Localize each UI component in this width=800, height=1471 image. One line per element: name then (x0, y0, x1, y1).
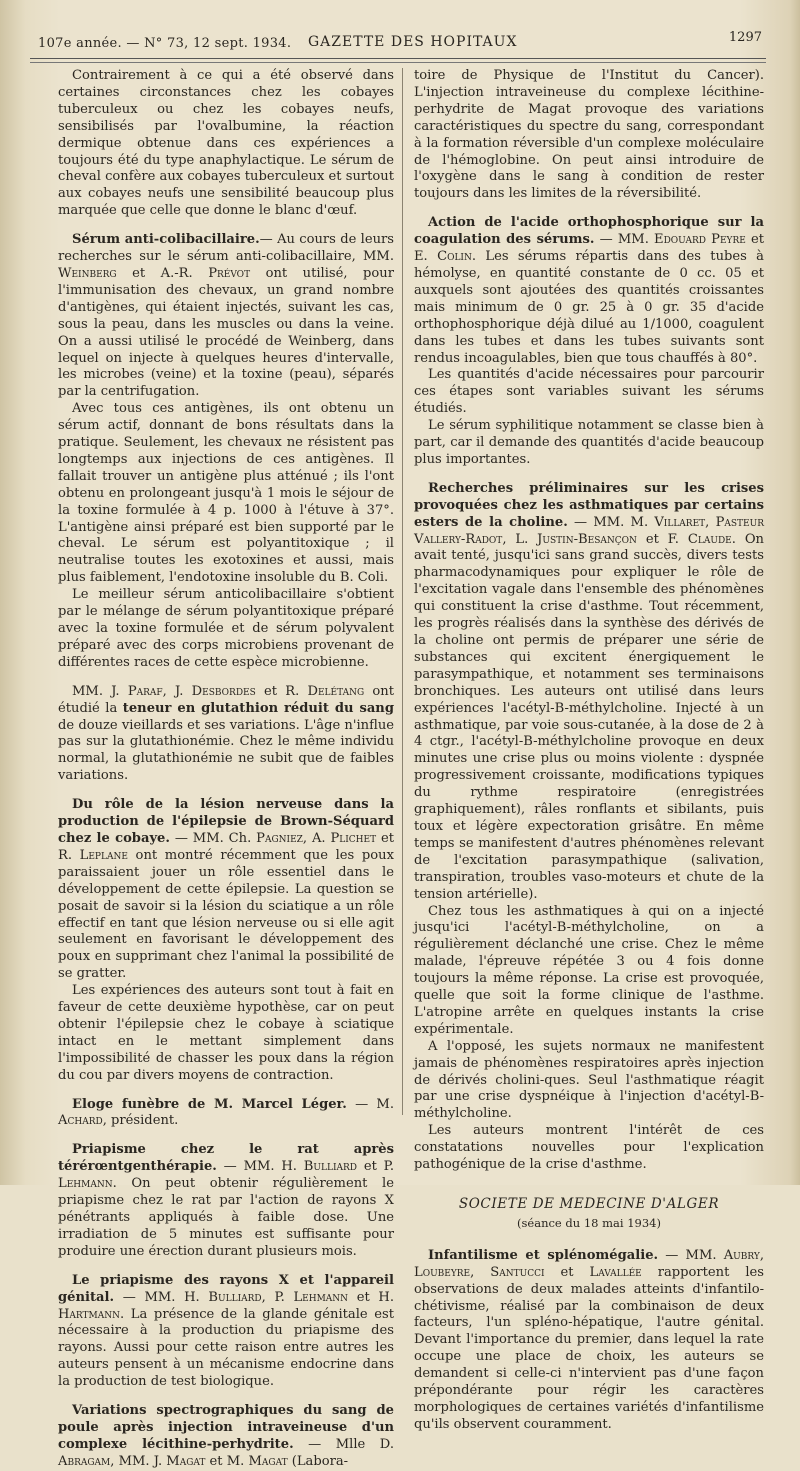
paragraph: Le sérum syphilitique notamment se classe bien à part, car il demande des quantités d'acide beaucoup plus importantes. (414, 418, 764, 467)
author-name: Pasteur Vallery-Radot (414, 514, 764, 547)
author-name: Magat (166, 1453, 206, 1469)
abstract-title: teneur en glutathion réduit du sang (122, 700, 394, 716)
author-name: Magat (248, 1453, 288, 1469)
journal-title: GAZETTE DES HOPITAUX (308, 34, 518, 50)
author-name: Justin-Besançon (537, 531, 637, 547)
abstract-title: Action de l'acide orthophosphorique sur la coagulation des sérums. (414, 215, 764, 248)
abstract-title: Infantilisme et splénomégalie. (428, 1247, 659, 1263)
column-divider (402, 68, 403, 1115)
author-name: Leplane (79, 847, 128, 863)
paragraph: Les quantités d'acide nécessaires pour parcourir ces étapes sont variables suivant les sérums étudiés. (414, 367, 764, 417)
author-name: Bulliard (303, 1159, 358, 1175)
abstract-colibacillaire: Sérum anti-colibacillaire.— Au cours de leurs recherches sur le sérum anti-colibacillaire, MM. Weinberg et A.-R. Prévot ont utilisé, pour l'immunisation des chevaux, un grand nombre d'antigènes, qui étaient injectés, suivant les cas, sous la peau, dans les muscles ou dans la veine. On a aussi utilisé le procédé de Weinberg, dans lequel on injecte à quelques heures d'intervalle, les microbes (veine) et la toxine (peau), séparés par la centrifugation. (58, 232, 394, 400)
right-column (414, 68, 764, 1434)
page-number: 1297 (728, 30, 762, 45)
author-name: Weinberg (58, 265, 117, 281)
society-heading: SOCIETE DE MEDECINE D'ALGER (458, 1196, 720, 1212)
author-name: Lehmann (58, 1176, 113, 1192)
paragraph: A l'opposé, les sujets normaux ne manifestent jamais de phénomènes respiratoires après injection de dérivés cholini-ques. Seul l'asthmatique réagit par une crise dyspnéique à l'injection d'acétyl-B-méthylcholine. (414, 1038, 764, 1122)
abstract-epilepsie: Du rôle de la lésion nerveuse dans la production de l'épilepsie de Brown-Séquard chez le cobaye. — MM. Ch. Pagniez, A. Plichet et R. Leplane ont montré récemment que les poux paraissaient jouer un rôle essentiel dans le développement de cette épilepsie. La question se posait de savoir si la lésion du sciatique a un rôle effectif en tant que lésion nerveuse ou si elle agit seulement en favorisant le développement des poux en supprimant chez l'animal la possibilité de se gratter. (58, 797, 394, 982)
abstract-priapisme-rat: Priapisme chez le rat après térérœntgenthérapie. — MM. H. Bulliard et P. Lehmann. On peut obtenir régulièrement le priapisme chez le rat par l'action de rayons X pénétrants appliqués à faible dose. Une irradiation de 5 minutes est suffisante pour produire une érection durant plusieurs mois. (58, 1142, 394, 1259)
left-column (58, 68, 394, 1471)
abstract-priapisme-rayons: Le priapisme des rayons X et l'appareil génital. — MM. H. Bulliard, P. Lehmann et H. Hartmann. La présence de la glande génitale est nécessaire à la production du priapisme des rayons. Aussi pour cette raison entre autres les auteurs pensent à un mécanisme endocrine dans la production de test biologique. (58, 1272, 394, 1390)
abstract-title: Variations spectrographiques du sang de poule après injection intraveineuse d'un complexe lécithine-perhydrite. (58, 1403, 394, 1452)
paragraph: toire de Physique de l'Institut du Cancer). L'injection intraveineuse du complexe lécithine-perhydrite de Magat provoque des variations caractéristiques du spectre du sang, correspondant à la formation réversible d'un complexe moléculaire de l'hémoglobine. On peut ainsi introduire de l'oxygène dans le sang à condition de rester toujours dans les limites de la réversibilité. (414, 68, 764, 202)
author-name: Pagniez (256, 830, 303, 846)
author-name: Villaret (654, 514, 706, 530)
author-name: Edouard Peyre (654, 232, 746, 248)
author-name: Santucci (490, 1264, 545, 1280)
paragraph: Le meilleur sérum anticolibacillaire s'obtient par le mélange de sérum polyantitoxique préparé avec la toxine formulée et de sérum polyvalent préparé avec des corps microbiens provenant de différentes races de cette espèce microbienne. (58, 587, 394, 670)
author-name: Aubry (723, 1247, 760, 1263)
author-name: Loubeyre (414, 1264, 471, 1280)
author-name: Colin (437, 249, 472, 265)
author-name: Abragam (58, 1453, 111, 1469)
session-date: (séance du 18 mai 1934) (517, 1215, 661, 1230)
author-name: Plichet (330, 830, 377, 846)
abstract-title: Le priapisme des rayons X et l'appareil génital. (58, 1272, 394, 1305)
abstract-title: Recherches préliminaires sur les crises provoquées chez les asthmatiques par certains esters de la choline. (414, 480, 764, 530)
abstract-title: Eloge funèbre de M. Marcel Léger. (72, 1096, 347, 1112)
abstract-glutathion: MM. J. Paraf, J. Desbordes et R. Delétang ont étudié la teneur en glutathion réduit du sang de douze vieillards et ses variations. L'âge n'influe pas sur la glutathionémie. Chez le même individu normal, la glutathionémie ne subit que de faibles variations. (58, 683, 394, 784)
author-name: Lehmann (293, 1289, 349, 1305)
page-header (28, 30, 780, 60)
issue-line: 107e année. — N° 73, 12 sept. 1934. (38, 36, 292, 51)
paragraph: Les expériences des auteurs sont tout à fait en faveur de cette deuxième hypothèse, car on peut obtenir l'épilepsie chez le cobaye à sciatique intact en le mettant simplement dans l'impossibilité de chasser les poux dans la région du cou par divers moyens de contraction. (58, 983, 394, 1083)
paragraph: Les auteurs montrent l'intérêt de ces constatations nouvelles pour l'explication pathogénique de la crise d'asthme. (414, 1123, 764, 1173)
abstract-orthophosphorique: Action de l'acide orthophosphorique sur la coagulation des sérums. — MM. Edouard Peyre et E. Colin. Les sérums répartis dans des tubes à hémolyse, en quantité constante de 0 cc. 05 et auxquels sont ajoutées des quantités croissantes mais minimum de 0 gr. 25 à 0 gr. 35 d'acide orthophosphorique déjà dilué au 1/1000, coagulent dans les tubes et dans les tubes suivants sont rendus incoagulables, bien que tous chauffés à 80°. (414, 215, 764, 366)
paragraph: Avec tous ces antigènes, ils ont obtenu un sérum actif, donnant de bons résultats dans la pratique. Seulement, les chevaux ne résistent pas longtemps aux injections de ces antigènes. Il fallait trouver un antigène plus atténué ; ils l'ont obtenu en prolongeant jusqu'à 1 mois le séjour de la toxine formulée à 4 p. 1000 à l'étuve à 37°. L'antigène ainsi préparé est bien supporté par le cheval. Le sérum est polyantitoxique ; il neutralise toutes les exotoxines et aussi, mais plus faiblement, l'endotoxine insoluble du B. Coli. (58, 401, 394, 586)
abstract-asthme: Recherches préliminaires sur les crises provoquées chez les asthmatiques par certains esters de la choline. — MM. M. Villaret, Pasteur Vallery-Radot, L. Justin-Besançon et F. Claude. On avait tenté, jusqu'ici sans grand succès, divers tests pharmacodynamiques pour expliquer le rôle de l'excitation vagale dans l'ensemble des phénomènes qui constituent la crise d'asthme. Tout récemment, les progrès réalisés dans la synthèse des dérivés de la choline ont permis de préparer une série de substances qui excitent énergiquement le parasympathique, et notamment ses terminaisons bronchiques. Les auteurs ont utilisé dans leurs expériences l'acétyl-B-méthylcholine. Injecté à un asthmatique, par voie sous-cutanée, à la dose de 2 à 4 ctgr., l'acétyl-B-méthylcholine provoque en deux minutes une crise plus ou moins violente : dyspnée progressivement croissante, modifications typiques du rythme respiratoire (enregistrées graphiquement), râles ronflants et sibilants, puis toux et légère expectoration grisâtre. En même temps se manifestent d'autres phénomènes relevant de l'excitation parasympathique (salivation, transpiration, troubles vaso-moteurs et chute de la tension artérielle). (414, 480, 764, 902)
paragraph: Chez tous les asthmatiques à qui on a injecté jusqu'ici l'acétyl-B-méthylcholine, on a régulièrement déclanché une crise. Chez le même malade, l'épreuve répétée 3 ou 4 fois donne toujours la même réponse. La crise est provoquée, quelle que soit la forme clinique de l'asthme. L'atropine arrête en quelques instants la crise expérimentale. (414, 903, 764, 1037)
abstract-eloge: Eloge funèbre de M. Marcel Léger. — M. Achard, président. (58, 1096, 394, 1129)
abstract-title: Priapisme chez le rat après térérœntgenthérapie. (58, 1142, 394, 1175)
abstract-spectrographie: Variations spectrographiques du sang de poule après injection intraveineuse d'un complexe lécithine-perhydrite. — Mlle D. Abragam, MM. J. Magat et M. Magat (Labora- (58, 1403, 394, 1469)
author-name: Paraf (127, 683, 163, 699)
header-rule-thin (30, 62, 766, 63)
abstract-infantilisme: Infantilisme et splénomégalie. — MM. Aubry, Loubeyre, Santucci et Lavallée rapportent les observations de deux malades atteints d'infantilo-chétivisme, réalisé par la combinaison de deux facteurs, l'un spléno-hépatique, l'autre génital. Devant l'importance du premier, dans lequel la rate occupe une place de choix, les auteurs se demandent si celle-ci n'intervient pas d'une façon prépondérante pour régir les caractères morphologiques de certaines variétés d'infantilisme qu'ils observent couramment. (414, 1247, 764, 1432)
author-name: Bulliard (208, 1289, 262, 1305)
abstract-title: Sérum anti-colibacillaire. (72, 232, 260, 248)
author-name: Lavallée (589, 1264, 642, 1280)
author-name: Claude (687, 531, 732, 547)
abstract-title: Du rôle de la lésion nerveuse dans la production de l'épilepsie de Brown-Séquard chez le cobaye. (58, 797, 394, 846)
author-name: Desbordes (191, 683, 256, 699)
paragraph: Contrairement à ce qui a été observé dans certaines circonstances chez les cobayes tuberculeux ou chez les cobayes neufs, sensibilisés par l'ovalbumine, la réaction dermique obtenue dans ces expériences a toujours été du type anaphylactique. Le sérum de cheval confère aux cobayes tuberculeux et surtout aux cobayes neufs une sensibilité beaucoup plus marquée que celle que donne le blanc d'œuf. (58, 68, 394, 219)
author-name: Hartmann (58, 1306, 121, 1322)
author-name: Achard (58, 1113, 103, 1129)
header-rule (30, 58, 766, 59)
author-name: Prévot (208, 265, 251, 281)
author-name: Delétang (307, 683, 365, 699)
